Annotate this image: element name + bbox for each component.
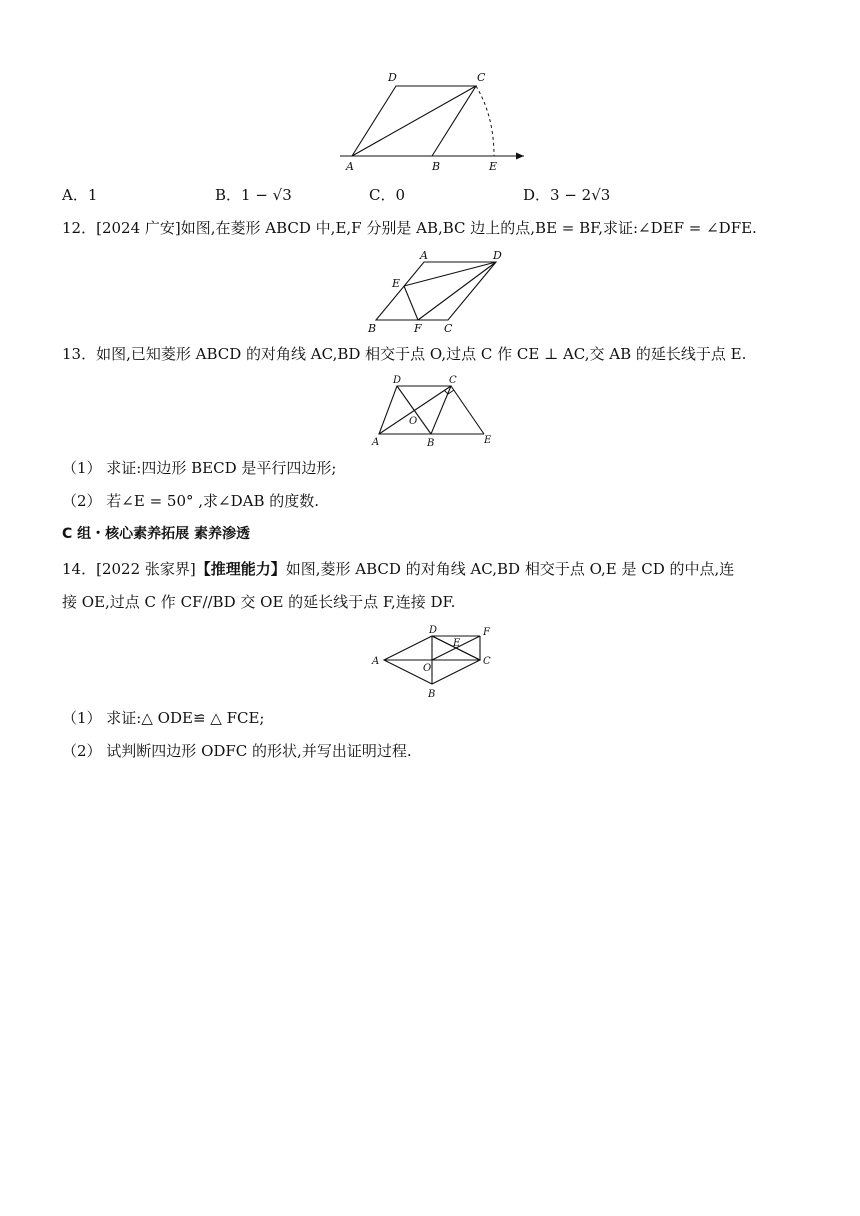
question-14-text: 如图,菱形 ABCD 的对角线 AC,BD 相交于点 O,E 是 CD 的中点,连 (285, 560, 735, 578)
choice-value: 0 (395, 186, 406, 204)
choice-a (62, 184, 97, 205)
label-E: E (453, 638, 461, 649)
label-A: A (420, 249, 428, 262)
label-F: F (414, 322, 422, 335)
question-13-part-1: （1） 求证:四边形 BECD 是平行四边形; (62, 459, 337, 477)
question-14-part-1: （1） 求证:△ ODE≌ △ FCE; (62, 709, 265, 727)
label-B: B (428, 689, 436, 700)
label-C: C (477, 71, 486, 84)
choice-letter: A． (62, 186, 88, 204)
question-14-source: 14．[2022 张家界] (62, 560, 196, 578)
choice-d (523, 184, 610, 205)
choice-value: 1 − √3 (241, 186, 292, 204)
label-A: A (346, 160, 354, 173)
question-14-tag: 【推理能力】 (195, 560, 286, 578)
label-B: B (427, 438, 435, 448)
label-F: F (483, 627, 490, 638)
question-13-text: 13．如图,已知菱形 ABCD 的对角线 AC,BD 相交于点 O,过点 C 作 CE ⊥ AC,交 AB 的延长线于点 E. (62, 345, 747, 363)
label-C: C (483, 656, 491, 667)
label-A: A (372, 656, 380, 667)
answer-choices (62, 184, 822, 206)
choice-letter: B． (215, 186, 242, 204)
question-14-line-1 (62, 558, 820, 580)
label-E: E (392, 277, 401, 290)
figure-q12 (362, 248, 510, 336)
choice-value: 1 (87, 186, 98, 204)
question-14-line-2: 接 OE,过点 C 作 CF//BD 交 OE 的延长线于点 F,连接 DF. (62, 593, 456, 611)
choice-value: 3 − 2√3 (550, 186, 611, 204)
choice-b (215, 184, 292, 205)
question-12-text: 12．[2024 广安]如图,在菱形 ABCD 中,E,F 分别是 AB,BC 边上的点,BE = BF,求证:∠DEF = ∠DFE. (62, 219, 757, 237)
label-D: D (393, 375, 402, 386)
label-O: O (423, 663, 432, 674)
label-E: E (484, 435, 492, 446)
label-C: C (449, 375, 457, 386)
label-E: E (489, 160, 498, 173)
label-D: D (388, 71, 397, 84)
label-D: D (493, 249, 502, 262)
label-A: A (372, 437, 380, 448)
question-14-part-2: （2） 试判断四边形 ODFC 的形状,并写出证明过程. (62, 742, 412, 760)
label-B: B (368, 322, 377, 335)
figure-q13 (368, 372, 498, 448)
choice-c (369, 184, 405, 205)
choice-letter: D． (523, 186, 551, 204)
figure-q11 (336, 66, 532, 182)
question-13-part-2: （2） 若∠E = 50° ,求∠DAB 的度数. (62, 492, 320, 510)
label-D: D (429, 625, 438, 636)
figure-q14 (368, 622, 498, 702)
section-c-heading: C 组・核心素养拓展 素养渗透 (62, 526, 251, 542)
choice-letter: C． (369, 186, 396, 204)
label-O: O (409, 416, 418, 427)
label-B: B (432, 160, 441, 173)
label-C: C (444, 322, 453, 335)
